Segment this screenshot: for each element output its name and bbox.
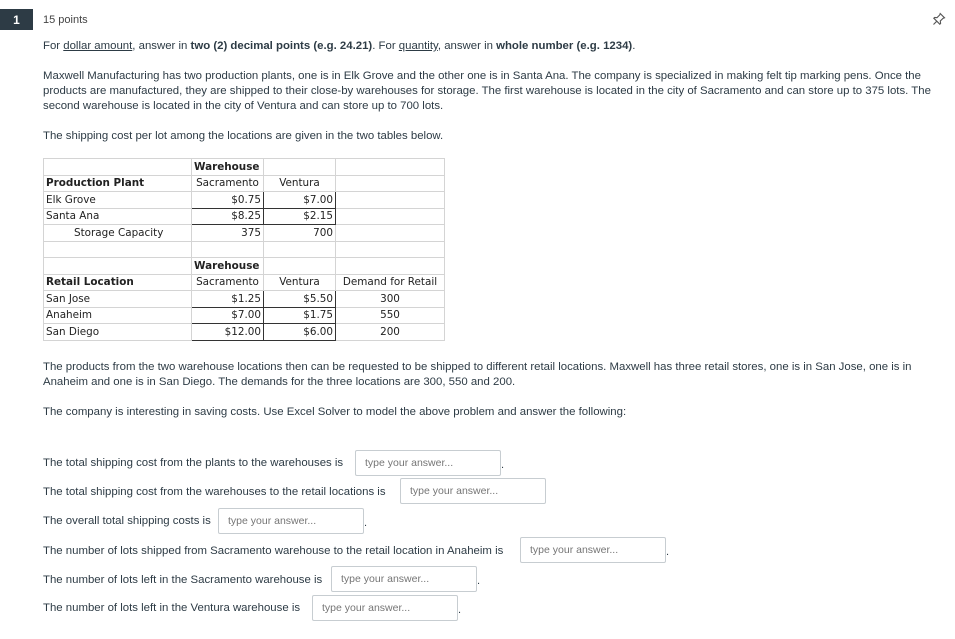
- quantity-term: quantity: [398, 40, 438, 52]
- answer-input-sacramento-lots-left[interactable]: [331, 566, 477, 592]
- table-row: Santa Ana $8.25 $2.15: [44, 208, 445, 225]
- dollar-amount-term: dollar amount: [63, 40, 133, 52]
- answer-input-overall-cost[interactable]: [218, 508, 364, 534]
- problem-paragraph-3: The products from the two warehouse locations then can be requested to be shipped to different retail locations. Maxwell has three retail stores, one is in San Jose, one is in Anaheim and one is in San Diego. The demands for the three locations are 300, 550 and 200.: [43, 361, 912, 388]
- answer-label-sacramento-left: The number of lots left in the Sacramento warehouse is: [43, 574, 323, 586]
- answer-label-overall-cost: The overall total shipping costs is: [43, 515, 211, 527]
- table-row: San Jose $1.25 $5.50 300: [44, 291, 445, 308]
- answer-label-warehouse-to-retail: The total shipping cost from the warehouses to the retail locations is: [43, 486, 386, 498]
- table-row: San Diego $12.00 $6.00 200: [44, 324, 445, 341]
- answer-input-plant-to-warehouse-cost[interactable]: [355, 450, 501, 476]
- answer-label-sacramento-to-anaheim: The number of lots shipped from Sacramento warehouse to the retail location in Anaheim is: [43, 545, 504, 557]
- instructions: For dollar amount, answer in two (2) decimal points (e.g. 24.21). For quantity, answer in whole number (e.g. 1234).: [43, 40, 636, 52]
- answer-input-sacramento-to-anaheim-lots[interactable]: [520, 537, 666, 563]
- question-points: 15 points: [43, 14, 88, 26]
- question-number: 1: [0, 9, 33, 30]
- answer-input-ventura-lots-left[interactable]: [312, 595, 458, 621]
- problem-paragraph-1: Maxwell Manufacturing has two production plants, one is in Elk Grove and the other one is in Santa Ana. The company is specialized in making felt tip marking pens. Once the products are manufactured, they are shipped to their close-by warehouses for storage. The first warehouse is located in the city of Sacramento and can store up to 375 lots. The second warehouse is located in the city of Ventura and can store up to 700 lots.: [43, 70, 931, 112]
- answer-period: .: [501, 459, 505, 471]
- answer-input-warehouse-to-retail-cost[interactable]: [400, 478, 546, 504]
- plant-warehouse-cost-table: Warehouse Production Plant Sacramento Ventura Elk Grove $0.75 $7.00 Santa Ana $8.25 $2.15 Storage Capacity 375 700 Warehouse Retail Location Sacramento Ventura Demand for Retail San Jose $1.25 $5.50 300 Anaheim $7.00 $1.75 550 San Diego $12.00 $6.00 200: [43, 158, 445, 341]
- answer-period: .: [666, 546, 670, 558]
- table-row: Anaheim $7.00 $1.75 550: [44, 307, 445, 324]
- problem-paragraph-4: The company is interesting in saving costs. Use Excel Solver to model the above problem and answer the following:: [43, 406, 627, 418]
- problem-paragraph-2: The shipping cost per lot among the locations are given in the two tables below.: [43, 130, 444, 142]
- answer-label-plant-to-warehouse: The total shipping cost from the plants to the warehouses is: [43, 457, 344, 469]
- pin-icon[interactable]: [932, 12, 946, 26]
- answer-period: .: [477, 575, 481, 587]
- answer-period: .: [364, 517, 368, 529]
- table-row: Elk Grove $0.75 $7.00: [44, 192, 445, 209]
- answer-label-ventura-left: The number of lots left in the Ventura warehouse is: [43, 602, 301, 614]
- answer-period: .: [458, 604, 462, 616]
